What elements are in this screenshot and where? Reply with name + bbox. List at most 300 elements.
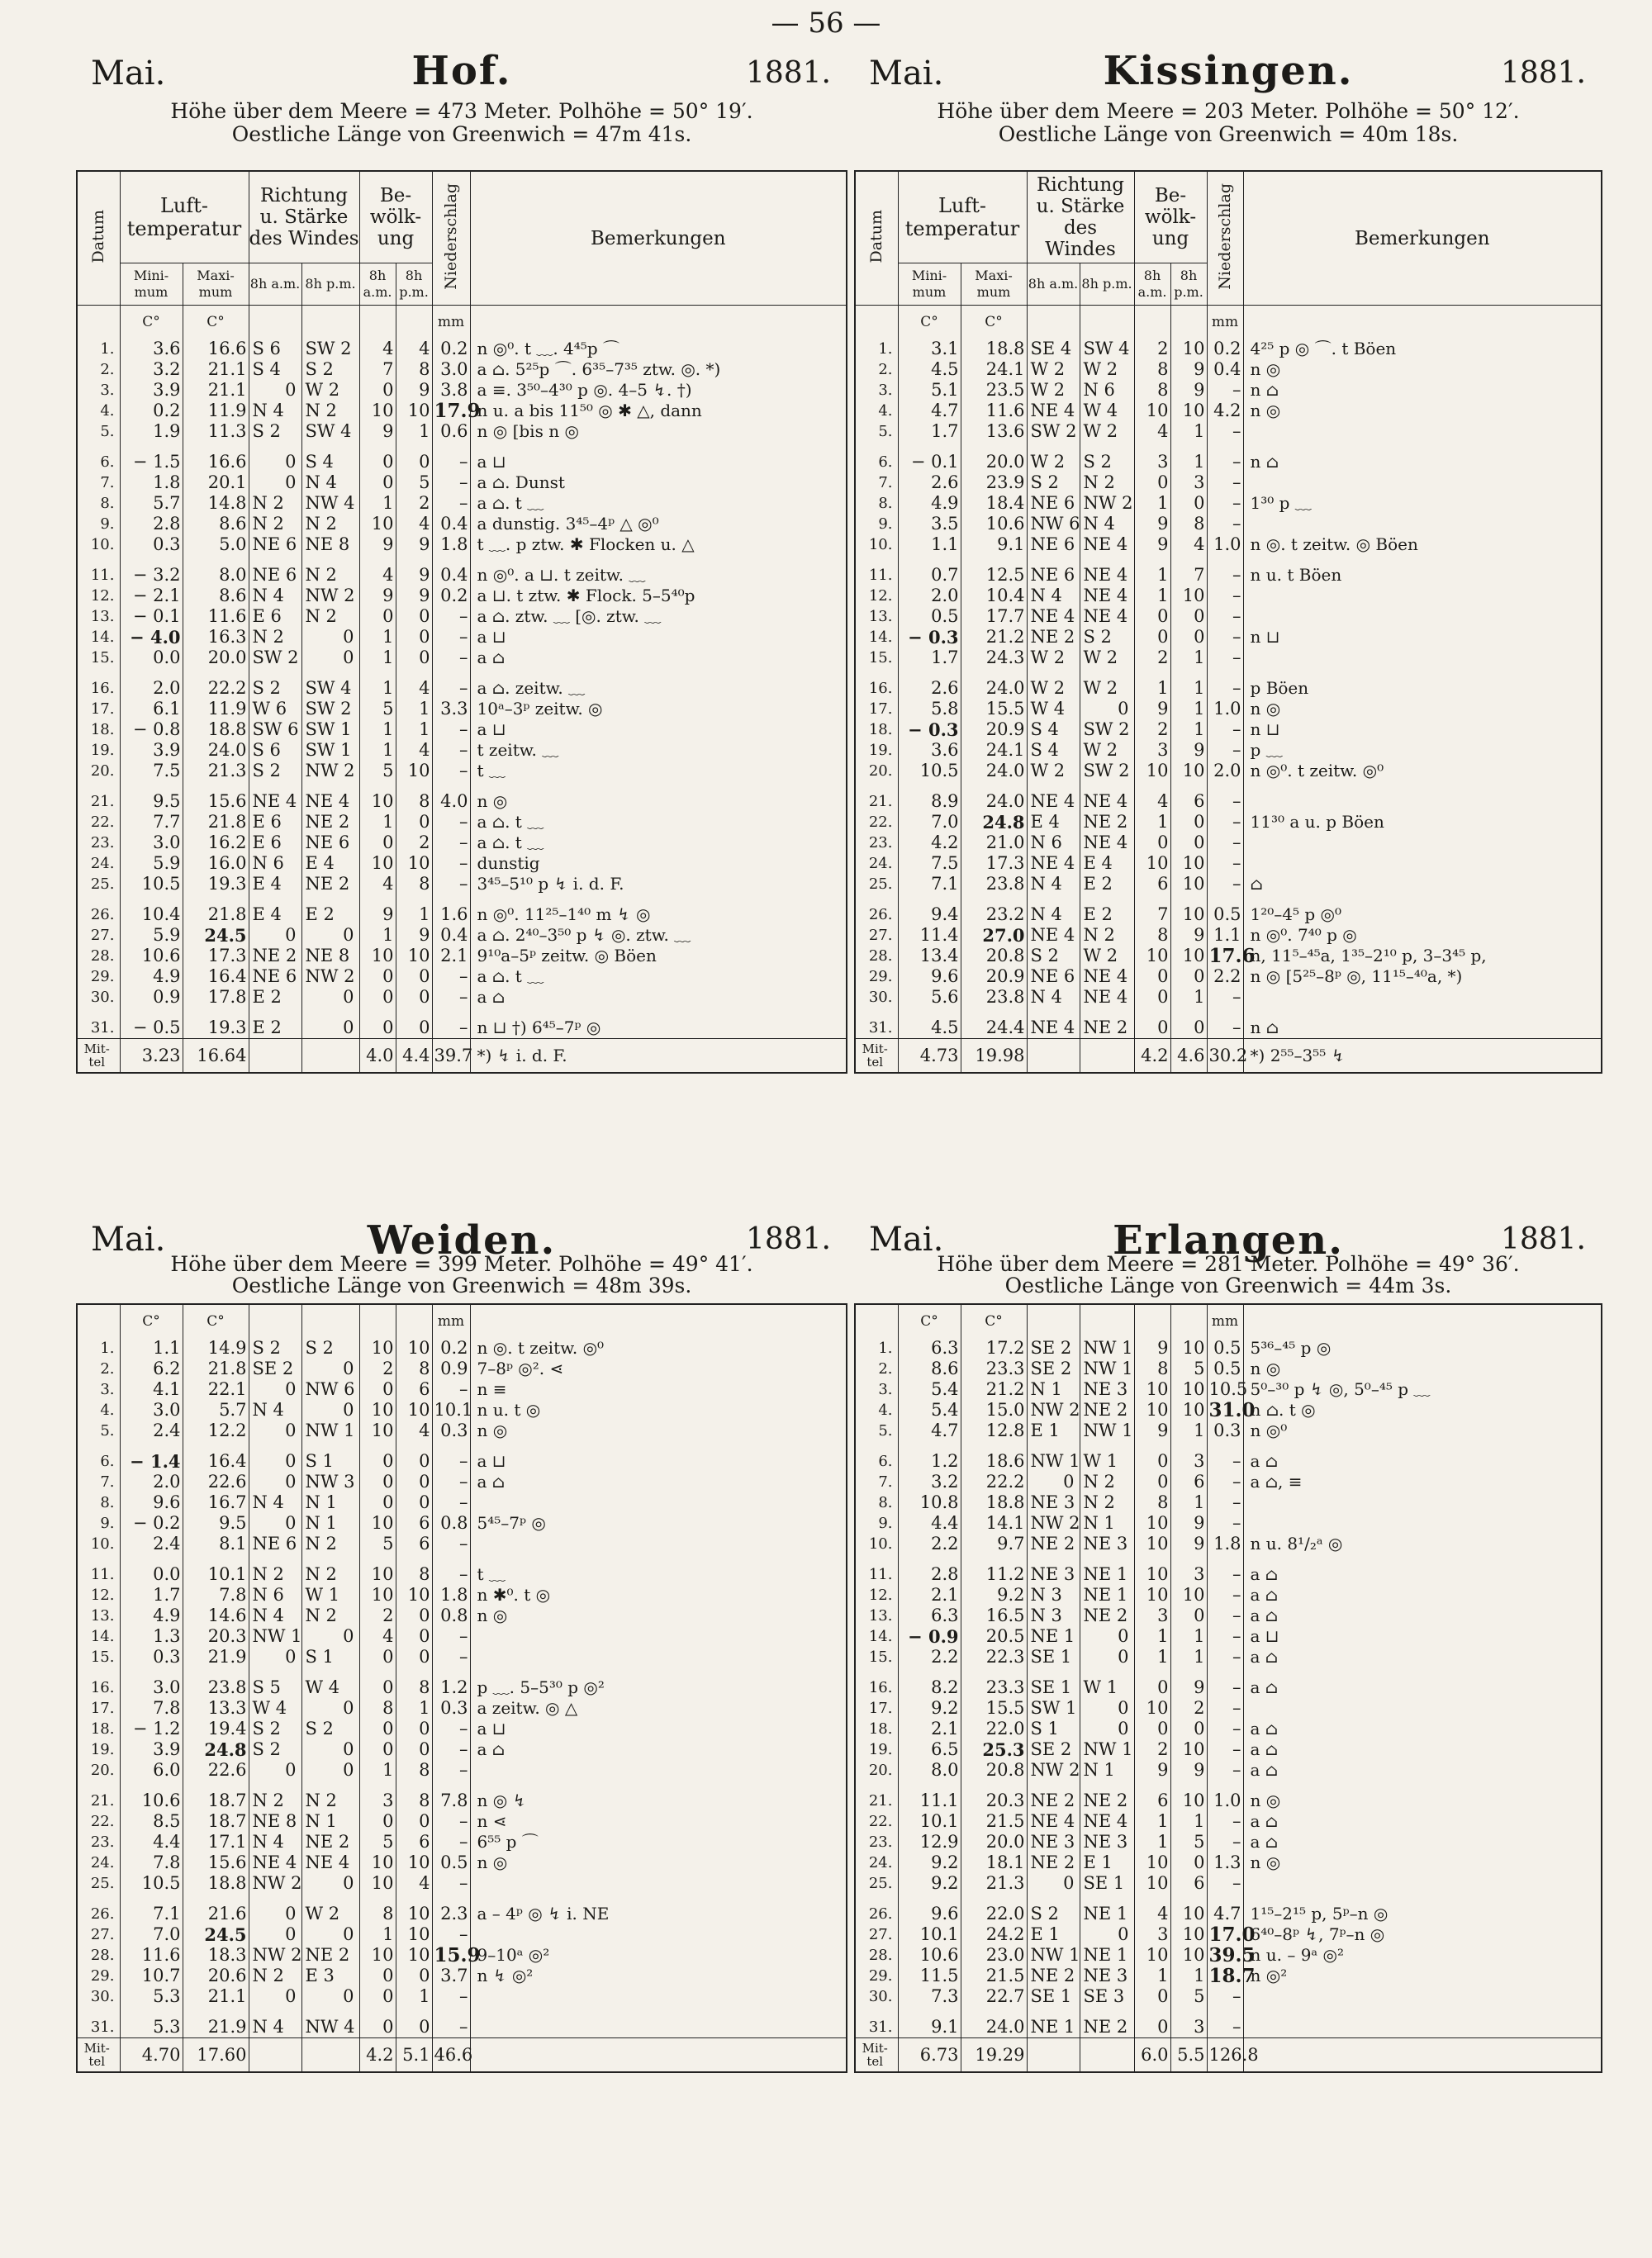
wind-pm-cell: W 1 [1080, 1677, 1134, 1698]
min-cell: 2.4 [120, 1421, 183, 1441]
wind-pm-cell: NE 2 [301, 874, 359, 894]
max-cell: 15.5 [961, 699, 1027, 719]
max-cell: 13.6 [961, 421, 1027, 442]
remark-cell [470, 1760, 847, 1781]
day-cell: 15. [77, 648, 120, 668]
cloud-am-cell: 1 [1134, 1832, 1170, 1852]
max-cell: 21.9 [183, 1647, 249, 1667]
table-row [855, 1421, 1602, 1441]
cloud-pm-cell: 0 [1170, 812, 1207, 833]
gap-cell [961, 1894, 1027, 1904]
day-cell: 6. [855, 452, 898, 472]
cloud-pm-cell: 1 [396, 904, 432, 925]
cloud-pm-cell: 0 [396, 1492, 432, 1513]
max-cell: 8.6 [183, 514, 249, 534]
table-row [855, 1647, 1602, 1667]
day-cell: 13. [77, 606, 120, 627]
remark-cell: n ◎² [1243, 1966, 1602, 1986]
remark-cell [1243, 472, 1602, 493]
cloud-am-cell: 1 [1134, 678, 1170, 699]
table-row [77, 946, 847, 966]
col-bew-pm: 8h p.m. [396, 263, 432, 306]
gap-cell [961, 1667, 1027, 1677]
max-cell: 10.4 [961, 586, 1027, 606]
remark-cell: n ⊔ †) 6⁴⁵–7ᵖ ◎ [470, 1018, 847, 1039]
max-cell: 24.0 [961, 678, 1027, 699]
remark-cell: p Böen [1243, 678, 1602, 699]
min-cell: 13.4 [898, 946, 961, 966]
max-cell: 22.0 [961, 1904, 1027, 1924]
niederschlag-label: Niederschlag [1216, 183, 1235, 290]
wind-am-cell: NE 4 [1027, 853, 1080, 874]
mittel-min: 6.73 [898, 2038, 961, 2073]
remark-cell: n ◎⁰ [1243, 1421, 1602, 1441]
gap-cell [432, 442, 470, 452]
day-cell: 9. [77, 514, 120, 534]
group-gap [855, 1008, 1602, 1018]
cloud-pm-cell: 0 [396, 966, 432, 987]
wind-pm-cell: NE 2 [1080, 1606, 1134, 1626]
min-cell: 1.2 [898, 1451, 961, 1472]
gap-cell [183, 555, 249, 565]
cloud-pm-cell: 1 [396, 699, 432, 719]
gap-cell [249, 1441, 301, 1451]
table-row [77, 1472, 847, 1492]
station-hof [76, 48, 847, 1074]
day-cell: 20. [855, 761, 898, 781]
cloud-pm-cell: 0 [1170, 1852, 1207, 1873]
wind-am-cell: NE 4 [249, 791, 301, 812]
remark-cell: t ﹏ [470, 1564, 847, 1585]
gap-cell [898, 555, 961, 565]
wind-pm-cell: NE 2 [301, 1945, 359, 1966]
remark-cell: a ⌂ [1243, 1719, 1602, 1739]
station-name: Erlangen. [1113, 1217, 1344, 1264]
day-cell: 9. [855, 514, 898, 534]
gap-cell [249, 555, 301, 565]
max-cell: 20.3 [961, 1791, 1027, 1811]
mittel-remark: *) 2⁵⁵–3⁵⁵ ↯ [1243, 1039, 1602, 1074]
wind-pm-cell: S 2 [301, 359, 359, 380]
min-cell: 6.2 [120, 1359, 183, 1379]
wind-am-cell: NE 8 [249, 1811, 301, 1832]
min-cell: 1.9 [120, 421, 183, 442]
day-cell: 5. [855, 1421, 898, 1441]
min-cell: 5.7 [120, 493, 183, 514]
min-cell: − 3.2 [120, 565, 183, 586]
gap-cell [1134, 442, 1170, 452]
wind-pm-cell: SE 1 [1080, 1873, 1134, 1894]
wind-am-cell: NE 2 [249, 946, 301, 966]
remark-cell [470, 1924, 847, 1945]
min-cell: 9.5 [120, 791, 183, 812]
remark-cell: 4²⁵ p ◎ ⌒. t Böen [1243, 339, 1602, 359]
min-cell: 3.6 [120, 339, 183, 359]
wind-pm-cell: NW 4 [301, 493, 359, 514]
gap-cell [855, 1894, 898, 1904]
table-row [77, 1986, 847, 2007]
min-cell: 2.6 [898, 678, 961, 699]
station-header [76, 48, 847, 170]
wind-am-cell: N 2 [249, 1966, 301, 1986]
niederschlag-label: Niederschlag [442, 183, 461, 290]
day-cell: 26. [77, 904, 120, 925]
precip-cell: – [1207, 1873, 1243, 1894]
max-cell: 24.8 [183, 1739, 249, 1760]
min-cell: 10.1 [898, 1924, 961, 1945]
cloud-am-cell: 9 [359, 421, 396, 442]
wind-am-cell: 0 [249, 452, 301, 472]
year-label: 1881. [1500, 1222, 1586, 1256]
precip-cell: – [1207, 740, 1243, 761]
cloud-am-cell: 0 [1134, 1472, 1170, 1492]
mittel-wind-am [249, 1039, 301, 1074]
unit-cell [1170, 1304, 1207, 1338]
group-gap [855, 1894, 1602, 1904]
unit-cell: C° [120, 306, 183, 339]
day-cell: 21. [77, 791, 120, 812]
group-gap [77, 442, 847, 452]
col-wind-am: 8h a.m. [249, 263, 301, 306]
min-cell: − 0.1 [120, 606, 183, 627]
cloud-am-cell: 0 [359, 1677, 396, 1698]
gap-cell [432, 1554, 470, 1564]
gap-cell [120, 1667, 183, 1677]
wind-am-cell: N 4 [1027, 874, 1080, 894]
remark-cell: a ⌂. t ﹏ [470, 493, 847, 514]
day-cell: 22. [77, 812, 120, 833]
min-cell: 5.9 [120, 853, 183, 874]
remark-cell: ⌂ [1243, 874, 1602, 894]
precip-cell: – [1207, 1986, 1243, 2007]
gap-cell [855, 2007, 898, 2017]
remark-cell: a ⌂ [1243, 1739, 1602, 1760]
cloud-pm-cell: 8 [1170, 514, 1207, 534]
max-cell: 18.4 [961, 493, 1027, 514]
gap-cell [432, 1894, 470, 1904]
precip-cell: 0.4 [432, 565, 470, 586]
wind-am-cell: NE 4 [1027, 606, 1080, 627]
remark-cell [1243, 791, 1602, 812]
min-cell: 4.5 [898, 359, 961, 380]
wind-pm-cell: NE 4 [1080, 606, 1134, 627]
station-header [854, 1217, 1602, 1303]
precip-cell: 0.5 [1207, 1338, 1243, 1359]
cloud-pm-cell: 3 [1170, 1451, 1207, 1472]
max-cell: 18.8 [183, 1873, 249, 1894]
cloud-pm-cell: 5 [1170, 1359, 1207, 1379]
group-gap [77, 555, 847, 565]
cloud-pm-cell: 0 [1170, 1719, 1207, 1739]
cloud-am-cell: 6 [1134, 874, 1170, 894]
precip-cell: – [432, 472, 470, 493]
cloud-am-cell: 1 [359, 812, 396, 833]
longitude-line: Oestliche Länge von Greenwich = 44m 3s. [1004, 1274, 1452, 1297]
gap-cell [249, 894, 301, 904]
max-cell: 20.0 [961, 452, 1027, 472]
group-gap [855, 668, 1602, 678]
cloud-am-cell: 10 [359, 514, 396, 534]
wind-pm-cell: SW 2 [1080, 719, 1134, 740]
day-cell: 31. [77, 1018, 120, 1039]
gap-cell [301, 555, 359, 565]
wind-pm-cell: 0 [1080, 1647, 1134, 1667]
gap-cell [249, 781, 301, 791]
remark-cell: n, 11⁵–⁴⁵a, 1³⁵–2¹⁰ p, 3–3⁴⁵ p, [1243, 946, 1602, 966]
remark-cell: n ◎⁰. a ⊔. t zeitw. ﹏ [470, 565, 847, 586]
day-cell: 26. [855, 1904, 898, 1924]
remark-cell: a – 4ᵖ ◎ ↯ i. NE [470, 1904, 847, 1924]
precip-cell: – [1207, 565, 1243, 586]
table-row [855, 1677, 1602, 1698]
max-cell: 16.5 [961, 1606, 1027, 1626]
precip-cell: 0.3 [432, 1698, 470, 1719]
wind-am-cell: NE 6 [249, 565, 301, 586]
gap-cell [1170, 781, 1207, 791]
table-row [855, 1924, 1602, 1945]
month-label: Mai. [869, 55, 944, 93]
wind-am-cell: NE 1 [1027, 2017, 1080, 2038]
gap-cell [1207, 1441, 1243, 1451]
day-cell: 16. [855, 678, 898, 699]
cloud-pm-cell: 0 [396, 1966, 432, 1986]
table-row [855, 1832, 1602, 1852]
wind-pm-cell: NW 2 [1080, 493, 1134, 514]
wind-am-cell: NE 4 [1027, 925, 1080, 946]
table-row [77, 401, 847, 421]
wind-am-cell: NE 2 [1027, 1791, 1080, 1811]
precip-cell: – [1207, 791, 1243, 812]
wind-am-cell: S 4 [249, 359, 301, 380]
cloud-am-cell: 9 [1134, 1421, 1170, 1441]
gap-cell [249, 442, 301, 452]
cloud-pm-cell: 10 [396, 1585, 432, 1606]
col-wind: Richtung u. Stärke des Windes [249, 171, 359, 263]
min-cell: 0.7 [898, 565, 961, 586]
wind-pm-cell: E 3 [301, 1966, 359, 1986]
cloud-am-cell: 9 [1134, 1760, 1170, 1781]
day-cell: 14. [855, 1626, 898, 1647]
wind-pm-cell: S 2 [301, 1719, 359, 1739]
group-gap [855, 2007, 1602, 2017]
remark-cell [1243, 987, 1602, 1008]
col-datum [855, 171, 898, 306]
wind-pm-cell: W 2 [1080, 740, 1134, 761]
remark-cell: n ◎ [1243, 1852, 1602, 1873]
remark-cell: n ⌂ [1243, 452, 1602, 472]
gap-cell [359, 1894, 396, 1904]
gap-cell [77, 1667, 120, 1677]
wind-pm-cell: N 1 [301, 1513, 359, 1534]
min-cell: 10.6 [120, 946, 183, 966]
gap-cell [396, 1008, 432, 1018]
precip-cell: – [1207, 719, 1243, 740]
unit-cell: mm [432, 306, 470, 339]
min-cell: 6.3 [898, 1606, 961, 1626]
table-row [77, 925, 847, 946]
max-cell: 10.6 [961, 514, 1027, 534]
wind-am-cell: NE 3 [1027, 1564, 1080, 1585]
precip-cell: – [432, 452, 470, 472]
day-cell: 22. [855, 1811, 898, 1832]
gap-cell [432, 1667, 470, 1677]
unit-row [77, 306, 847, 339]
remark-cell: n ⌂. t ◎ [1243, 1400, 1602, 1421]
precip-cell: – [1207, 1760, 1243, 1781]
gap-cell [301, 894, 359, 904]
unit-cell: mm [1207, 306, 1243, 339]
cloud-pm-cell: 0 [396, 452, 432, 472]
wind-pm-cell: N 2 [301, 401, 359, 421]
table-row [77, 1379, 847, 1400]
remark-cell: n ◎ ↯ [470, 1791, 847, 1811]
station-name: Hof. [411, 48, 512, 94]
remark-cell: n ◎ [470, 791, 847, 812]
max-cell: 17.3 [183, 946, 249, 966]
max-cell: 21.9 [183, 2017, 249, 2038]
mittel-remark [1243, 2038, 1602, 2073]
min-cell: − 1.4 [120, 1451, 183, 1472]
max-cell: 9.1 [961, 534, 1027, 555]
gap-cell [961, 1781, 1027, 1791]
wind-am-cell: W 2 [1027, 648, 1080, 668]
min-cell: − 4.0 [120, 627, 183, 648]
gap-cell [470, 1008, 847, 1018]
precip-cell: – [1207, 586, 1243, 606]
gap-cell [1134, 781, 1170, 791]
table-row [855, 339, 1602, 359]
gap-cell [301, 1894, 359, 1904]
wind-pm-cell: E 2 [301, 904, 359, 925]
cloud-pm-cell: 4 [396, 740, 432, 761]
wind-pm-cell: E 4 [1080, 853, 1134, 874]
cloud-am-cell: 10 [1134, 1873, 1170, 1894]
gap-cell [396, 894, 432, 904]
datum-label: Datum [89, 209, 108, 263]
min-cell: 3.2 [898, 1472, 961, 1492]
col-bew-pm: 8h p.m. [1170, 263, 1207, 306]
day-cell: 15. [855, 1647, 898, 1667]
cloud-am-cell: 10 [1134, 1852, 1170, 1873]
wind-am-cell: N 2 [249, 627, 301, 648]
min-cell: 9.6 [898, 1904, 961, 1924]
month-label: Mai. [869, 1221, 944, 1259]
day-cell: 30. [855, 1986, 898, 2007]
day-cell: 22. [77, 1811, 120, 1832]
cloud-pm-cell: 10 [1170, 904, 1207, 925]
day-cell: 1. [855, 1338, 898, 1359]
cloud-am-cell: 2 [1134, 339, 1170, 359]
remark-cell: a ⌂ [1243, 1677, 1602, 1698]
table-row [855, 761, 1602, 781]
table-row [855, 1873, 1602, 1894]
day-cell: 17. [855, 699, 898, 719]
day-cell: 14. [77, 1626, 120, 1647]
cloud-pm-cell: 8 [396, 1677, 432, 1698]
remark-cell: a ⌂ [470, 1739, 847, 1760]
wind-pm-cell: N 1 [1080, 1513, 1134, 1534]
gap-cell [120, 781, 183, 791]
max-cell: 18.3 [183, 1945, 249, 1966]
gap-cell [120, 894, 183, 904]
precip-cell: 0.2 [432, 586, 470, 606]
gap-cell [249, 1781, 301, 1791]
col-wind-pm: 8h p.m. [1080, 263, 1134, 306]
altitude-line: Höhe über dem Meere = 203 Meter. Polhöhe = 50° 12′. [937, 99, 1520, 123]
cloud-pm-cell: 8 [396, 1791, 432, 1811]
remark-cell: 3⁴⁵–5¹⁰ p ↯ i. d. F. [470, 874, 847, 894]
wind-am-cell: N 4 [249, 2017, 301, 2038]
cloud-pm-cell: 0 [396, 2017, 432, 2038]
cloud-am-cell: 0 [1134, 1677, 1170, 1698]
day-cell: 16. [855, 1677, 898, 1698]
cloud-pm-cell: 0 [396, 1739, 432, 1760]
wind-pm-cell: N 2 [1080, 472, 1134, 493]
cloud-pm-cell: 8 [396, 1564, 432, 1585]
wind-am-cell: S 6 [249, 339, 301, 359]
day-cell: 20. [77, 761, 120, 781]
cloud-am-cell: 4 [1134, 791, 1170, 812]
unit-cell [359, 1304, 396, 1338]
max-cell: 11.2 [961, 1564, 1027, 1585]
cloud-am-cell: 2 [1134, 648, 1170, 668]
cloud-pm-cell: 9 [1170, 380, 1207, 401]
gap-cell [1207, 781, 1243, 791]
max-cell: 20.1 [183, 472, 249, 493]
precip-cell: – [432, 1451, 470, 1472]
unit-cell [301, 306, 359, 339]
min-cell: 0.5 [898, 606, 961, 627]
precip-cell: – [1207, 493, 1243, 514]
cloud-am-cell: 10 [359, 1564, 396, 1585]
cloud-am-cell: 10 [359, 791, 396, 812]
cloud-am-cell: 0 [359, 472, 396, 493]
group-gap [855, 555, 1602, 565]
gap-cell [1027, 1441, 1080, 1451]
wind-pm-cell: W 4 [1080, 401, 1134, 421]
remark-cell: n ◎ [bis n ◎ [470, 421, 847, 442]
table-row [855, 586, 1602, 606]
min-cell: 4.9 [898, 493, 961, 514]
min-cell: 3.9 [120, 740, 183, 761]
min-cell: 9.2 [898, 1698, 961, 1719]
unit-cell: C° [961, 1304, 1027, 1338]
min-cell: 8.0 [898, 1760, 961, 1781]
remark-cell: 5³⁶–⁴⁵ p ◎ [1243, 1338, 1602, 1359]
precip-cell: – [432, 1873, 470, 1894]
gap-cell [301, 781, 359, 791]
day-cell: 30. [77, 987, 120, 1008]
min-cell: 0.3 [120, 1647, 183, 1667]
day-cell: 21. [77, 1791, 120, 1811]
cloud-pm-cell: 8 [396, 791, 432, 812]
table-row [77, 761, 847, 781]
cloud-pm-cell: 2 [1170, 1698, 1207, 1719]
max-cell: 10.1 [183, 1564, 249, 1585]
wind-pm-cell: NE 6 [301, 833, 359, 853]
cloud-pm-cell: 9 [1170, 1534, 1207, 1554]
table-row [77, 1492, 847, 1513]
wind-pm-cell: 0 [301, 1739, 359, 1760]
gap-cell [1170, 442, 1207, 452]
gap-cell [1207, 1781, 1243, 1791]
cloud-pm-cell: 2 [396, 493, 432, 514]
cloud-pm-cell: 10 [1170, 1945, 1207, 1966]
gap-cell [1170, 894, 1207, 904]
cloud-am-cell: 9 [1134, 534, 1170, 555]
group-gap [855, 1781, 1602, 1791]
min-cell: 9.4 [898, 904, 961, 925]
